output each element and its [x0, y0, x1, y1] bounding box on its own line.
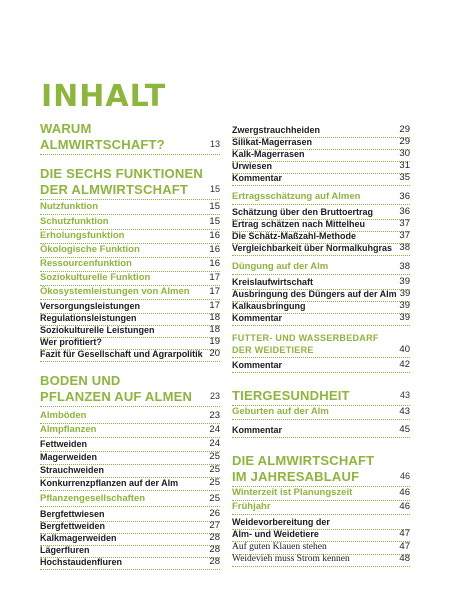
- toc-page-number: 29: [399, 136, 410, 147]
- toc-entry[interactable]: [40, 201, 220, 213]
- toc-entry-title: Urwiesen: [232, 161, 273, 171]
- dotted-rule: [232, 372, 410, 373]
- toc-entry[interactable]: [232, 230, 410, 242]
- toc-entry-title: Kommentar: [232, 425, 283, 435]
- toc-page-number: 15: [209, 201, 220, 212]
- toc-entry-title: Kommentar: [232, 360, 283, 370]
- toc-entry[interactable]: [40, 477, 220, 489]
- toc-entry-title: ALMWIRTSCHAFT?: [40, 137, 165, 152]
- toc-entry[interactable]: [232, 469, 410, 484]
- toc-page-number: 23: [209, 410, 220, 421]
- toc-page-number: 26: [209, 508, 220, 519]
- toc-entry[interactable]: [40, 324, 220, 336]
- toc-page-number: 18: [209, 324, 220, 335]
- toc-page-number: 36: [399, 206, 410, 217]
- toc-page-number: 19: [209, 336, 220, 347]
- toc-entry[interactable]: [232, 288, 410, 300]
- toc-entry-title: Almböden: [40, 410, 87, 421]
- toc-entry[interactable]: [40, 300, 220, 312]
- toc-entry-title: Soziokulturelle Leistungen: [40, 325, 155, 335]
- toc-page-number: 47: [399, 528, 410, 539]
- toc-entry-title: WARUM: [40, 121, 92, 136]
- toc-entry-title: Regulationsleistungen: [40, 313, 137, 323]
- toc-page-number: 35: [399, 172, 410, 183]
- toc-entry[interactable]: [232, 516, 410, 528]
- toc-page-number: 25: [209, 477, 220, 488]
- toc-page-number: 28: [209, 556, 220, 567]
- toc-entry[interactable]: [40, 544, 220, 556]
- toc-entry-title: Winterzeit ist Planungszeit: [232, 487, 353, 498]
- toc-page-number: 16: [209, 258, 220, 269]
- toc-page-number: 37: [399, 230, 410, 241]
- toc-page-number: 25: [209, 451, 220, 462]
- toc-entry[interactable]: [40, 258, 220, 270]
- toc-page-number: 17: [209, 272, 220, 283]
- toc-entry-title: Ertrag schätzen nach Mittelheu: [232, 219, 366, 229]
- toc-entry[interactable]: [232, 406, 410, 418]
- toc-entry[interactable]: [40, 410, 220, 422]
- toc-entry-title: Soziokulturelle Funktion: [40, 272, 151, 283]
- toc-entry[interactable]: [232, 528, 410, 540]
- toc-entry-title: DER ALMWIRTSCHAFT: [40, 182, 189, 197]
- toc-entry[interactable]: [232, 160, 410, 172]
- toc-page-number: 46: [399, 487, 410, 498]
- toc-page-number: 37: [399, 218, 410, 229]
- toc-page-number: 25: [209, 493, 220, 504]
- toc-page-number: 23: [209, 391, 220, 401]
- toc-page-number: 20: [209, 348, 220, 359]
- toc-entry[interactable]: [40, 182, 220, 197]
- toc-entry-title: Erholungsfunktion: [40, 230, 125, 241]
- toc-entry-title: Weidevorbereitung der: [232, 517, 330, 527]
- dotted-rule: [40, 361, 220, 362]
- toc-entry[interactable]: [232, 344, 410, 356]
- toc-entry-title: FUTTER- UND WASSERBEDARF: [232, 333, 379, 343]
- toc-entry[interactable]: [40, 464, 220, 476]
- toc-entry-title: DER WEIDETIERE: [232, 345, 314, 355]
- toc-entry[interactable]: [40, 424, 220, 436]
- toc-entry[interactable]: [232, 453, 410, 468]
- toc-entry[interactable]: [40, 520, 220, 532]
- toc-entry-title: Vergleichbarkeit über Normalkuhgras: [232, 243, 393, 253]
- toc-entry[interactable]: [40, 451, 220, 463]
- toc-page-number: 45: [399, 424, 410, 435]
- toc-entry[interactable]: [40, 230, 220, 242]
- toc-entry-title: Bergfettwiesen: [40, 509, 105, 519]
- dotted-rule: [40, 569, 220, 570]
- toc-entry-title: Ausbringung des Düngers auf der Alm: [232, 289, 397, 299]
- toc-entry[interactable]: [40, 166, 220, 181]
- toc-entry[interactable]: [232, 276, 410, 288]
- toc-entry[interactable]: [232, 148, 410, 160]
- toc-page-number: 43: [399, 406, 410, 417]
- toc-entry-title: Bergfettweiden: [40, 521, 106, 531]
- toc-entry-title: Geburten auf der Alm: [232, 406, 329, 417]
- toc-entry[interactable]: [232, 300, 410, 312]
- toc-entry-title: Hochstaudenfluren: [40, 557, 123, 567]
- toc-page-number: 46: [399, 501, 410, 512]
- dotted-rule: [232, 514, 410, 515]
- toc-entry[interactable]: [40, 389, 220, 404]
- toc-entry-title: Konkurrenzpflanzen auf der Alm: [40, 478, 179, 488]
- toc-entry[interactable]: [40, 532, 220, 544]
- toc-entry[interactable]: [232, 218, 410, 230]
- toc-entry[interactable]: [40, 286, 220, 298]
- dotted-rule: [40, 406, 220, 407]
- toc-entry[interactable]: [40, 312, 220, 324]
- toc-entry[interactable]: [232, 424, 410, 436]
- toc-entry-title: Silikat-Magerrasen: [232, 137, 313, 147]
- dotted-rule: [232, 566, 410, 567]
- toc-page-number: 39: [399, 300, 410, 311]
- toc-entry[interactable]: [232, 172, 410, 184]
- toc-entry[interactable]: [40, 493, 220, 505]
- toc-entry[interactable]: [40, 216, 220, 228]
- toc-entry-title: Die Schätz-Maßzahl-Methode: [232, 231, 357, 241]
- toc-entry[interactable]: [40, 336, 220, 348]
- toc-entry-title: Fettweiden: [40, 439, 88, 449]
- toc-entry[interactable]: [40, 137, 220, 152]
- toc-entry-title: Frühjahr: [232, 501, 271, 512]
- dotted-rule: [40, 506, 220, 507]
- toc-entry-title: PFLANZEN AUF ALMEN: [40, 389, 193, 404]
- toc-page-number: 27: [209, 520, 220, 531]
- toc-entry-title: Ertragsschätzung auf Almen: [232, 191, 361, 202]
- toc-entry-title: Ökosystemleistungen von Almen: [40, 286, 190, 297]
- toc-page-number: 24: [209, 438, 220, 449]
- toc-entry-title: Schätzung über den Bruttoertrag: [232, 207, 374, 217]
- toc-page-number: 13: [209, 139, 220, 149]
- toc-entry[interactable]: [232, 359, 410, 371]
- toc-entry-title: Kalk-Magerrasen: [232, 149, 305, 159]
- toc-entry[interactable]: [232, 541, 410, 553]
- toc-page-number: 39: [399, 288, 411, 299]
- toc-entry-title: Weidevieh muss Strom kennen: [232, 554, 350, 564]
- toc-page-number: 38: [399, 261, 410, 272]
- toc-entry-title: Zwergstrauchheiden: [232, 125, 321, 135]
- toc-entry-title: Wer profitiert?: [40, 337, 102, 347]
- toc-entry-title: Ökologische Funktion: [40, 244, 140, 255]
- toc-entry-title: Kalkmagerweiden: [40, 533, 117, 543]
- toc-page-number: 30: [399, 148, 410, 159]
- toc-page-number: 39: [399, 276, 410, 287]
- toc-entry-title: Alm- und Weidetiere: [232, 529, 319, 539]
- toc-page-number: 36: [399, 191, 410, 202]
- toc-entry-title: Pflanzengesellschaften: [40, 493, 146, 504]
- toc-entry-title: TIERGESUNDHEIT: [232, 388, 350, 403]
- toc-entry-title: Auf guten Klauen stehen: [232, 542, 327, 552]
- toc-entry-title: Lägerfluren: [40, 545, 90, 555]
- toc-entry[interactable]: [232, 261, 410, 273]
- toc-entry[interactable]: [232, 136, 410, 148]
- toc-page-number: 29: [399, 124, 410, 135]
- toc-page-number: 17: [209, 286, 220, 297]
- dotted-rule: [40, 154, 220, 155]
- page-title: INHALT: [41, 79, 167, 114]
- toc-entry-title: Kreislaufwirtschaft: [232, 277, 314, 287]
- toc-entry[interactable]: [232, 191, 410, 203]
- toc-entry-title: Magerweiden: [40, 452, 98, 462]
- toc-page-number: 25: [209, 464, 220, 475]
- toc-page-number: 43: [399, 390, 410, 400]
- toc-entry-title: Kalkausbringung: [232, 301, 306, 311]
- toc-page-number: 28: [209, 532, 220, 543]
- dotted-rule: [40, 214, 220, 215]
- toc-page-number: 24: [209, 424, 220, 435]
- toc-page-number: 31: [399, 160, 410, 171]
- toc-entry-title: Almpflanzen: [40, 424, 97, 435]
- toc-entry[interactable]: [40, 438, 220, 450]
- toc-entry-title: Versorgungsleistungen: [40, 301, 141, 311]
- toc-entry-title: Kommentar: [232, 313, 283, 323]
- toc-page-number: 40: [399, 344, 410, 355]
- toc-page-number: 16: [209, 244, 220, 255]
- toc-entry-title: Kommentar: [232, 173, 283, 183]
- toc-entry[interactable]: [40, 508, 220, 520]
- dotted-rule: [232, 357, 410, 358]
- toc-entry-title: DIE SECHS FUNKTIONEN: [40, 166, 203, 181]
- dotted-rule: [232, 274, 410, 275]
- toc-entry[interactable]: [40, 373, 220, 388]
- toc-entry[interactable]: [40, 244, 220, 256]
- toc-entry-title: Fazit für Gesellschaft und Agrarpolitik: [40, 349, 203, 359]
- dotted-rule: [232, 419, 410, 420]
- toc-page-number: 28: [209, 544, 220, 555]
- toc-page-number: 18: [209, 312, 220, 323]
- toc-entry[interactable]: [40, 348, 220, 360]
- toc-entry[interactable]: [232, 487, 410, 499]
- toc-page-number: 42: [399, 359, 410, 370]
- dotted-rule: [40, 490, 220, 491]
- toc-entry-title: IM JAHRESABLAUF: [232, 469, 360, 484]
- toc-entry[interactable]: [232, 332, 410, 344]
- dotted-rule: [232, 255, 410, 256]
- toc-entry-title: Ressourcenfunktion: [40, 258, 132, 269]
- toc-entry-title: Strauchweiden: [40, 465, 105, 475]
- toc-entry[interactable]: [232, 388, 410, 403]
- dotted-rule: [232, 437, 410, 438]
- toc-page-number: 48: [399, 553, 410, 564]
- toc-entry[interactable]: [232, 501, 410, 513]
- toc-page-number: 39: [399, 312, 410, 323]
- dotted-rule: [232, 325, 410, 326]
- toc-entry-title: Nutzfunktion: [40, 201, 99, 212]
- toc-entry[interactable]: [232, 206, 410, 218]
- dotted-rule: [232, 185, 410, 186]
- toc-page-number: 46: [399, 471, 410, 481]
- toc-entry[interactable]: [232, 124, 410, 136]
- toc-page-number: 47: [399, 541, 410, 552]
- toc-entry-title: Schutzfunktion: [40, 216, 109, 227]
- toc-page-number: 16: [209, 230, 220, 241]
- toc-page-number: 17: [209, 300, 220, 311]
- toc-entry-title: BODEN UND: [40, 373, 121, 388]
- toc-page-number: 15: [209, 216, 220, 227]
- dotted-rule: [232, 204, 410, 205]
- toc-entry[interactable]: [40, 121, 220, 136]
- toc-entry-title: Düngung auf der Alm: [232, 261, 329, 272]
- toc-entry[interactable]: [232, 242, 410, 254]
- toc-page-number: 38: [399, 242, 410, 253]
- toc-entry-title: DIE ALMWIRTSCHAFT: [232, 453, 375, 468]
- toc-entry[interactable]: [232, 312, 410, 324]
- toc-entry[interactable]: [40, 556, 220, 568]
- dotted-rule: [40, 199, 220, 200]
- toc-entry[interactable]: [232, 553, 410, 565]
- toc-entry[interactable]: [40, 272, 220, 284]
- toc-page-number: 15: [209, 184, 220, 194]
